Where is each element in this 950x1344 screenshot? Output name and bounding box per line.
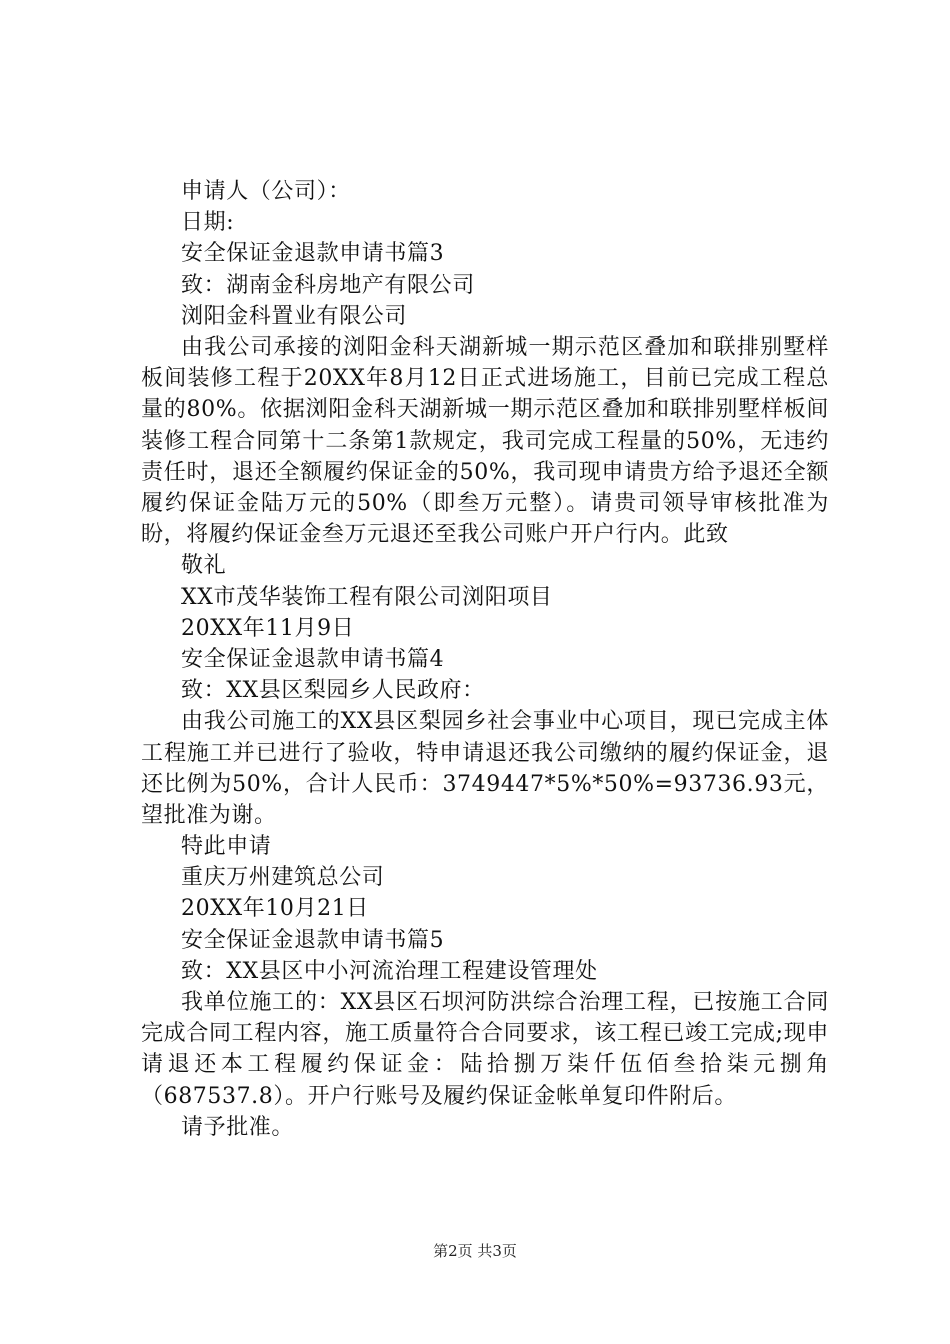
recipient-line: 致：湖南金科房地产有限公司	[181, 272, 475, 298]
signer-line-2: 重庆万州建筑总公司	[181, 865, 385, 891]
section-title-5: 安全保证金退款申请书篇5	[181, 927, 445, 953]
signed-date-line-2: 20XX年10月21日	[181, 896, 369, 922]
salutation-line: 敬礼	[181, 553, 227, 579]
body-paragraph-3: 我单位施工的：XX县区石坝河防洪综合治理工程，已按施工合同完成合同工程内容，施工质量符合合同要求，该工程已竣工完成;现申请退还本工程履约保证金：陆拾捌万柒仟伍佰叁拾柒元捌角（687537.8）。开户行账号及履约保证金帐单复印件附后。	[141, 990, 829, 1109]
date-line: 日期:	[181, 210, 235, 236]
request-line: 特此申请	[181, 834, 272, 860]
section-title-4: 安全保证金退款申请书篇4	[181, 646, 445, 672]
recipient-line-3: 致：XX县区梨园乡人民政府：	[181, 678, 485, 704]
applicant-line: 申请人（公司）：	[181, 179, 351, 204]
page-footer: 第2页 共3页	[433, 1242, 517, 1260]
signer-line: XX市茂华装饰工程有限公司浏阳项目	[181, 584, 553, 610]
recipient-line-2: 浏阳金科置业有限公司	[181, 303, 408, 329]
body-paragraph-2: 由我公司施工的XX县区梨园乡社会事业中心项目，现已完成主体工程施工并已进行了验收，特申请退还我公司缴纳的履约保证金，退还比例为50%，合计人民币：3749447*5%*50%=93736.93元，望批准为谢。	[141, 709, 829, 828]
body-paragraph-1: 由我公司承接的浏阳金科天湖新城一期示范区叠加和联排别墅样板间装修工程于20XX年8月12日正式进场施工，目前已完成工程总量的80%。依据浏阳金科天湖新城一期示范区叠加和联排别墅样板间装修工程合同第十二条第1款规定，我司完成工程量的50%，无违约责任时，退还全额履约保证金的50%，我司现申请贵方给予退还全额履约保证金陆万元的50%（即叁万元整）。请贵司领导审核批准为盼，将履约保证金叁万元退还至我公司账户开户行内。此致	[141, 334, 829, 548]
recipient-line-4: 致：XX县区中小河流治理工程建设管理处	[181, 958, 598, 984]
document-body	[141, 176, 829, 1143]
signed-date-line: 20XX年11月9日	[181, 615, 355, 641]
section-title-3: 安全保证金退款申请书篇3	[181, 241, 445, 267]
closing-line: 请予批准。	[181, 1114, 295, 1140]
